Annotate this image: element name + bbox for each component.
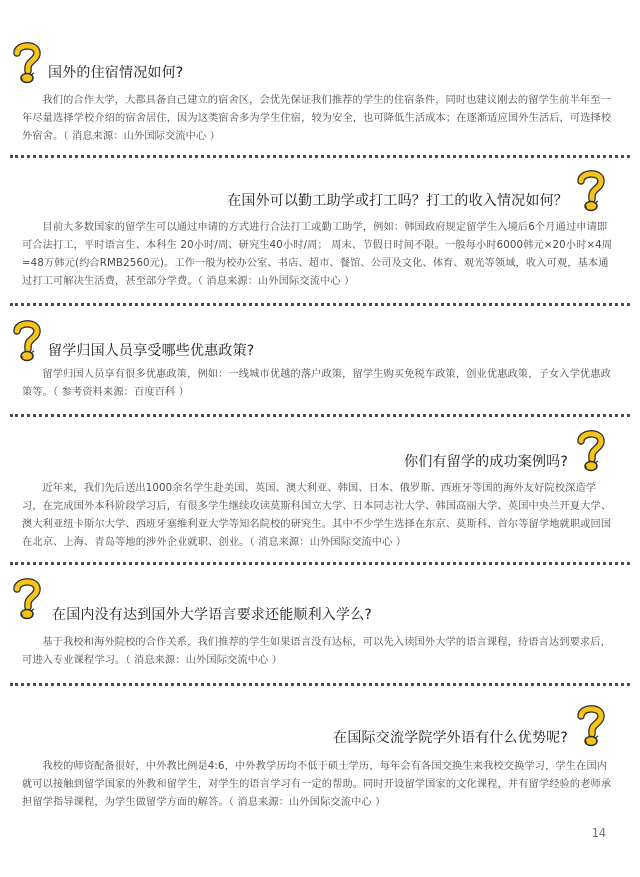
question-mark-icon [10,40,44,84]
question-mark-icon [574,428,608,472]
question-mark-icon [574,703,608,747]
question-title: 国外的住宿情况如何? [48,65,184,81]
dotted-divider [10,303,630,306]
answer-text: 留学归国人员享有很多优惠政策，例如：一线城市优越的落户政策，留学生购买免税车政策，创业优惠政策，子女入学优惠政策等。（ 参考资料来源：百度百科 ） [22,369,611,398]
question-mark-icon [10,318,44,362]
answer-text: 我校的师资配备很好，中外教比例是4:6，中外教学历均不低于硕士学历，每年会有各国交换生来我校交换学习，学生在国内就可以接触到留学国家的外教和留学生，对学生的语言学习有一定的帮助。同时开设留学国家的文化课程，并有留学经验的老师承担留学指导课程，为学生做留学方面的解答。（ 消息来源：山外国际交流中心 ） [22,761,612,808]
answer-text: 近年来，我们先后送出1000余名学生赴美国、英国、澳大利亚、韩国、日本、俄罗斯、西班牙等国的海外友好院校深造学习，在完成国外本科阶段学习后，有很多学生继续攻读莫斯科国立大学、日本同志社大学、韩国高丽大学、英国中央兰开夏大学、澳大利亚纽卡斯尔大学、西班牙塞维利亚大学等知名院校的研究生。其中不少学生选择在东京、莫斯科、首尔等留学地就职或回国在北京、上海、青岛等地的涉外企业就职、创业。（ 消息来源：山外国际交流中心 ） [22,483,612,548]
answer-text: 我们的合作大学，大都具备自己建立的宿舍区，会优先保证我们推荐的学生的住宿条件，同时也建议刚去的留学生前半年至一年尽量选择学校介绍的宿舍居住，因为这类宿舍多为学生住宿，较为安全，也可降低生活成本；在逐渐适应国外生活后，可选择校外宿舍。（ 消息来源：山外国际交流中心 ） [22,95,612,142]
page-number: 14 [591,826,606,840]
dotted-divider [10,683,630,686]
question-title: 在国外可以勤工助学或打工吗？打工的收入情况如何？ [227,193,568,209]
question-mark-icon [574,168,608,212]
question-title: 在国内没有达到国外大学语言要求还能顺利入学么? [52,607,373,623]
dotted-divider [10,414,630,417]
question-title: 留学归国人员享受哪些优惠政策? [48,343,255,359]
answer-text: 基于我校和海外院校的合作关系，我们推荐的学生如果语言没有达标，可以先入读国外大学的语言课程，待语言达到要求后，可进入专业课程学习。（ 消息来源：山外国际交流中心 ） [22,637,611,666]
dotted-divider [10,155,630,158]
question-title: 在国际交流学院学外语有什么优势呢? [333,730,568,746]
answer-text: 目前大多数国家的留学生可以通过申请的方式进行合法打工或勤工助学，例如：韩国政府规定留学生入境后6个月通过申请即可合法打工，平时语言生、本科生 20小时/周、研究生40小时/周； 周末、节假日时间不限。一般每小时6000韩元×20小时×4周=48万韩元(约合RMB2560元)。工作一般为校办公室、书店、超市、餐馆、公司及文化、体育、观光等领域，收入可观，基本通过打工可解决生活费，甚至部分学费。（ 消息来源：山外国际交流中心 ） [22,222,613,287]
question-mark-icon [10,576,44,620]
question-title: 你们有留学的成功案例吗? [404,454,568,470]
dotted-divider [10,562,630,565]
